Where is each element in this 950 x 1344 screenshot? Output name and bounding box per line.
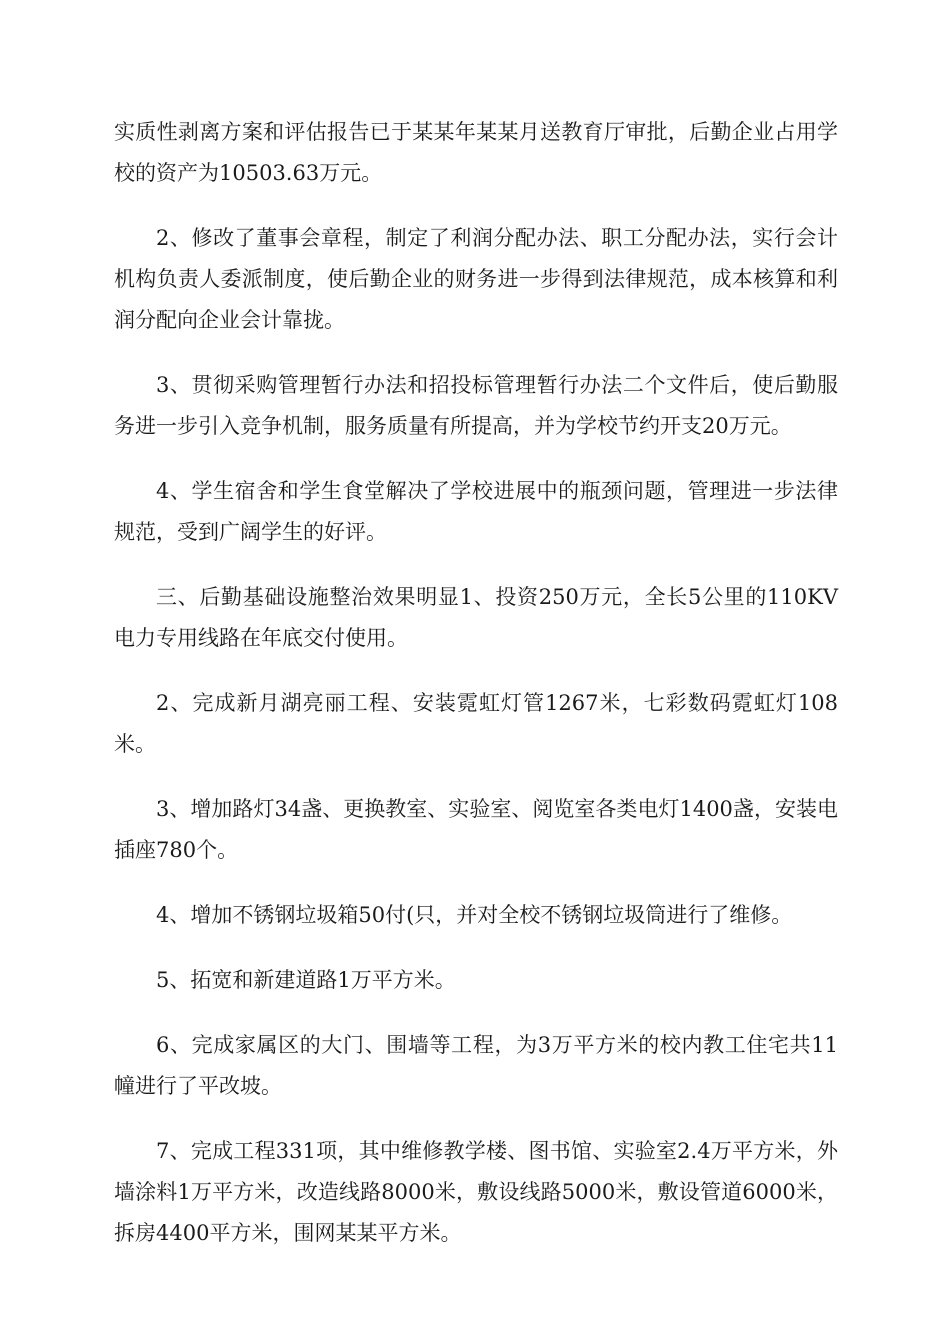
paragraph-5: 三、后勤基础设施整治效果明显1、投资250万元，全长5公里的110KV电力专用线路在年底交付使用。 bbox=[114, 585, 838, 650]
document-page bbox=[114, 112, 838, 1278]
paragraph-1: 实质性剥离方案和评估报告已于某某年某某月送教育厅审批，后勤企业占用学校的资产为10503.63万元。 bbox=[114, 120, 838, 185]
paragraph-2: 2、修改了董事会章程，制定了利润分配办法、职工分配办法，实行会计机构负责人委派制度，使后勤企业的财务进一步得到法律规范，成本核算和利润分配向企业会计靠拢。 bbox=[114, 226, 838, 332]
paragraph-11: 7、完成工程331项，其中维修教学楼、图书馆、实验室2.4万平方米，外墙涂料1万平方米，改造线路8000米，敷设线路5000米，敷设管道6000米，拆房4400平方米，围网某某平方米。 bbox=[114, 1139, 838, 1245]
paragraph-8: 4、增加不锈钢垃圾箱50付(只，并对全校不锈钢垃圾筒进行了维修。 bbox=[156, 903, 793, 927]
paragraph-9: 5、拓宽和新建道路1万平方米。 bbox=[156, 968, 456, 992]
paragraph-6: 2、完成新月湖亮丽工程、安装霓虹灯管1267米，七彩数码霓虹灯108米。 bbox=[114, 691, 838, 756]
paragraph-4: 4、学生宿舍和学生食堂解决了学校进展中的瓶颈问题，管理进一步法律规范，受到广阔学生的好评。 bbox=[114, 479, 838, 544]
paragraph-10: 6、完成家属区的大门、围墙等工程，为3万平方米的校内教工住宅共11幢进行了平改坡。 bbox=[114, 1033, 838, 1098]
paragraph-3: 3、贯彻采购管理暂行办法和招投标管理暂行办法二个文件后，使后勤服务进一步引入竞争机制，服务质量有所提高，并为学校节约开支20万元。 bbox=[114, 373, 838, 438]
paragraph-7: 3、增加路灯34盏、更换教室、实验室、阅览室各类电灯1400盏，安装电插座780个。 bbox=[114, 797, 838, 862]
